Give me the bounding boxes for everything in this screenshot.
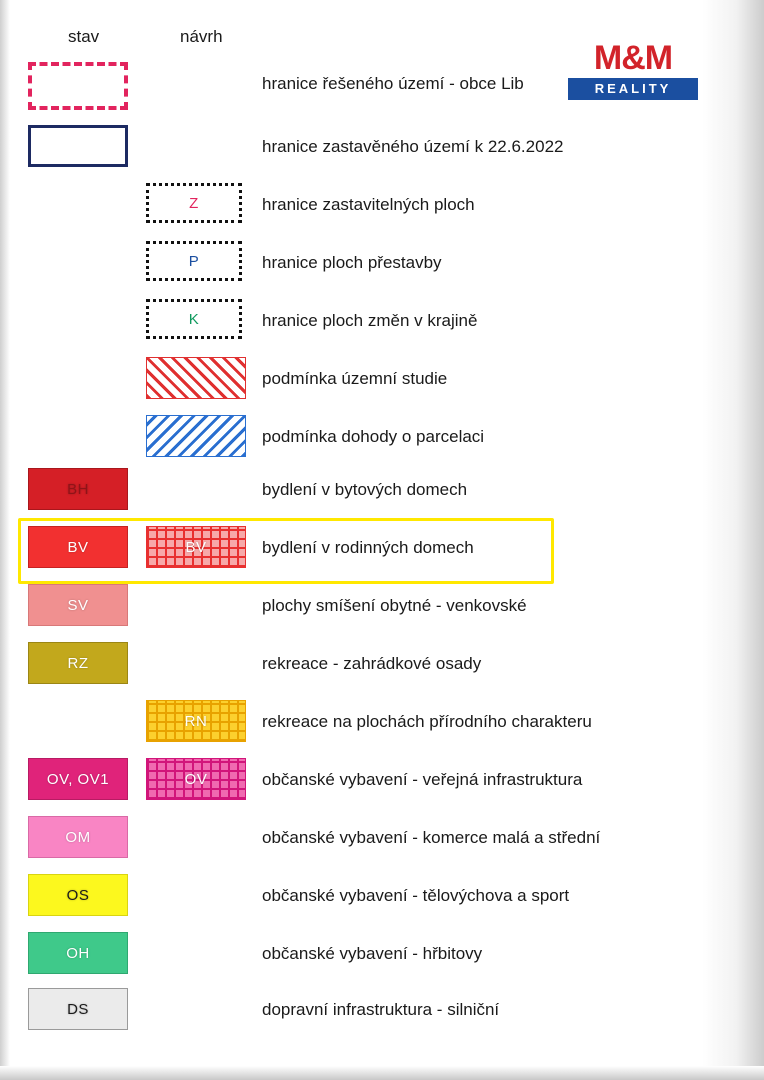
legend-row [0, 758, 764, 816]
legend-description: hranice ploch změn v krajině [262, 311, 478, 330]
legend-description: občanské vybavení - tělovýchova a sport [262, 886, 570, 905]
legend-row [0, 816, 764, 874]
swatch-label: BV [185, 538, 207, 556]
legend-description: hranice zastavitelných ploch [262, 195, 475, 214]
legend-description: hranice zastavěného území k 22.6.2022 [262, 137, 564, 156]
swatch-existing-hranice-reseneho-uzemi [28, 62, 128, 110]
column-header-existing: stav [68, 27, 100, 46]
column-header-proposed: návrh [180, 27, 223, 46]
swatch-label: OV [184, 770, 208, 788]
legend-description: bydlení v bytových domech [262, 480, 468, 499]
swatch-label: K [188, 310, 200, 328]
legend-row [0, 988, 764, 1046]
legend-description: bydlení v rodinných domech [262, 538, 474, 557]
legend-description: občanské vybavení - hřbitovy [262, 944, 483, 963]
legend-row [0, 299, 764, 357]
legend-row [0, 642, 764, 700]
swatch-existing-hranice-zastaveneho-uzemi [28, 125, 128, 167]
legend-description: občanské vybavení - veřejná infrastruktura [262, 770, 583, 789]
swatch-proposed-rekreace-na-plochach-prirodniho-charakteru [146, 700, 246, 742]
swatch-proposed-bydleni-v-rodinnych-domech [146, 526, 246, 568]
swatch-label: OM [65, 828, 91, 846]
swatch-label: Z [189, 194, 199, 212]
swatch-proposed-podminka-uzemni-studie [146, 357, 246, 399]
legend-description: hranice ploch přestavby [262, 253, 442, 272]
legend-description: občanské vybavení - komerce malá a střední [262, 828, 601, 847]
swatch-proposed-obcanske-vybaveni-verejna-infrastruktura [146, 758, 246, 800]
legend-row [0, 415, 764, 473]
legend-row [0, 357, 764, 415]
swatch-existing-plochy-smiseni-obytne-venkovske [28, 584, 128, 626]
legend-description: hranice řešeného území - obce Lib [262, 74, 524, 93]
legend-row [0, 62, 764, 120]
swatch-label: BV [67, 538, 89, 556]
swatch-label: RZ [67, 654, 89, 672]
swatch-label: OS [66, 886, 90, 904]
scan-edge-bottom [0, 1066, 764, 1080]
swatch-proposed-hranice-ploch-zmen-v-krajine [146, 299, 242, 339]
legend-description: rekreace - zahrádkové osady [262, 654, 482, 673]
legend-row [0, 125, 764, 183]
swatch-existing-obcanske-vybaveni-verejna-infrastruktura [28, 758, 128, 800]
swatch-existing-dopravni-infrastruktura-silnicni [28, 988, 128, 1030]
legend-row [0, 874, 764, 932]
legend-description: podmínka dohody o parcelaci [262, 427, 485, 446]
swatch-proposed-hranice-ploch-prestavby [146, 241, 242, 281]
legend-description: dopravní infrastruktura - silniční [262, 1000, 500, 1019]
legend-row [0, 700, 764, 758]
legend-description: podmínka územní studie [262, 369, 448, 388]
swatch-existing-obcanske-vybaveni-hrbitovy [28, 932, 128, 974]
swatch-proposed-hranice-zastavitelnych-ploch [146, 183, 242, 223]
legend-row [0, 241, 764, 299]
swatch-label: BH [67, 480, 89, 498]
swatch-existing-obcanske-vybaveni-komerce-mala-a-stredni [28, 816, 128, 858]
logo-subtitle: REALITY [568, 78, 698, 100]
legend-row [0, 584, 764, 642]
legend-row [0, 183, 764, 241]
swatch-label: OV, OV1 [46, 770, 110, 788]
swatch-label: P [188, 252, 200, 270]
legend-row [0, 526, 764, 584]
legend-description: plochy smíšení obytné - venkovské [262, 596, 527, 615]
swatch-label: OH [66, 944, 90, 962]
swatch-proposed-podminka-dohody-o-parcelaci [146, 415, 246, 457]
swatch-label: DS [67, 1000, 89, 1018]
legend-row [0, 932, 764, 990]
legend-description: rekreace na plochách přírodního charakteru [262, 712, 592, 731]
swatch-existing-rekreace-zahradkove-osady [28, 642, 128, 684]
swatch-existing-bydleni-v-bytovych-domech [28, 468, 128, 510]
swatch-label: SV [67, 596, 89, 614]
swatch-label: RN [184, 712, 208, 730]
swatch-existing-obcanske-vybaveni-telovychova-a-sport [28, 874, 128, 916]
logo-title: M&M [568, 38, 698, 78]
swatch-existing-bydleni-v-rodinnych-domech [28, 526, 128, 568]
legend-row [0, 468, 764, 526]
